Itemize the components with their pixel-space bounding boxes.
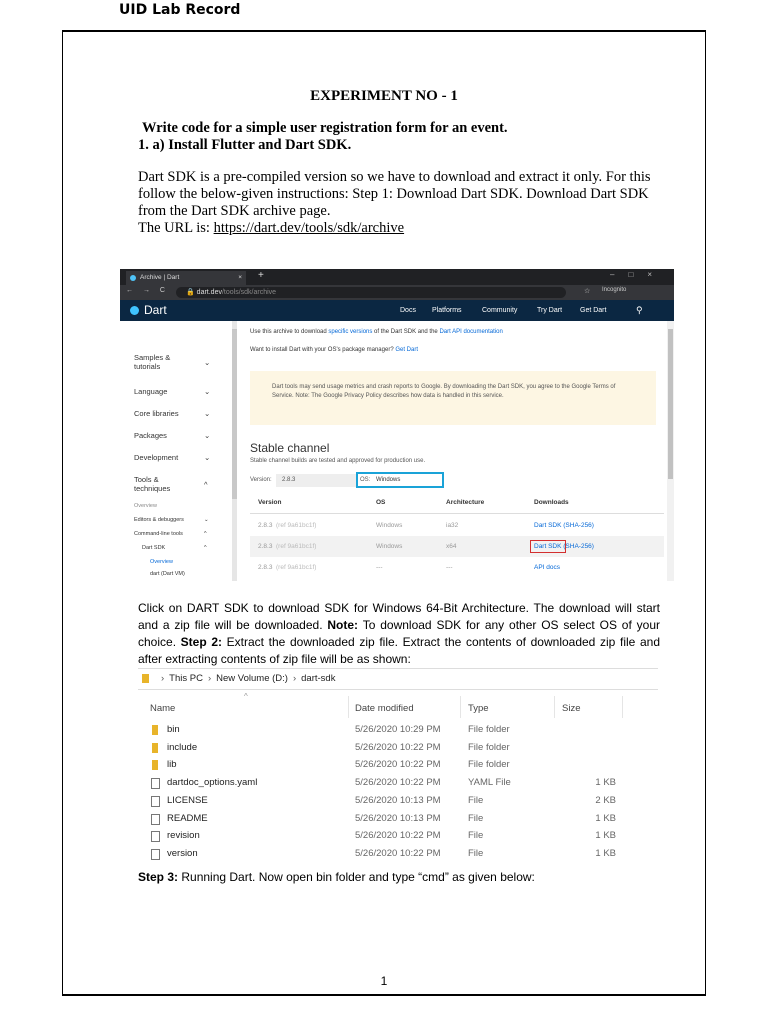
file-date: 5/26/2020 10:22 PM — [355, 830, 441, 842]
folder-icon — [152, 760, 158, 770]
intro-text: Want to install Dart with your OS's package manager? — [250, 347, 396, 353]
os-select-highlight[interactable] — [356, 472, 444, 488]
file-type: File — [468, 794, 484, 806]
table-row — [250, 536, 664, 557]
sidebar-sub-dart-vm[interactable] — [150, 571, 185, 577]
tab-bar — [120, 269, 674, 285]
file-size: 2 KB — [595, 794, 616, 806]
column-divider[interactable] — [622, 696, 623, 718]
column-divider[interactable] — [460, 696, 461, 718]
sidebar-label: Language — [134, 387, 168, 396]
chevron-down-icon: ⌄ — [204, 387, 211, 396]
file-type: File — [468, 812, 484, 824]
page-scroll-thumb[interactable] — [668, 329, 673, 479]
file-size: 1 KB — [595, 812, 616, 824]
menu-try-dart[interactable]: Try Dart — [537, 307, 563, 314]
para-text: Click on DART SDK to download SDK for Windows 64-Bit Architecture. The download will start and a zip file will be downloaded. — [138, 601, 660, 632]
dart-favicon-icon — [130, 275, 136, 281]
intro-line-2 — [250, 347, 660, 353]
sidebar-label: Packages — [134, 431, 167, 440]
col-downloads: Downloads — [534, 499, 569, 506]
file-icon — [151, 796, 160, 807]
file-name: dartdoc_options.yaml — [167, 777, 258, 789]
table-row — [250, 515, 664, 536]
sidebar-label: Samples & — [134, 353, 171, 362]
file-size: 1 KB — [595, 847, 616, 859]
menu-platforms[interactable]: Platforms — [432, 307, 462, 314]
sidebar-sub-editors[interactable] — [134, 517, 209, 523]
file-date: 5/26/2020 10:22 PM — [355, 777, 441, 789]
file-row[interactable] — [138, 847, 638, 864]
file-name: include — [167, 741, 198, 753]
api-docs-link[interactable]: Dart API documentation — [439, 329, 503, 335]
file-row[interactable] — [138, 776, 638, 793]
file-icon — [151, 778, 160, 789]
file-explorer-screenshot — [138, 668, 658, 868]
sidebar-item-tools[interactable] — [134, 475, 208, 493]
site-name: Dart — [144, 303, 167, 317]
intro-text: of the Dart SDK and the — [372, 329, 440, 335]
stable-channel-desc: Stable channel builds are tested and approved for production use. — [250, 458, 426, 464]
bookmark-star-icon[interactable]: ☆ — [584, 288, 591, 295]
sort-caret-icon: ^ — [244, 692, 248, 701]
sidebar-item-samples[interactable] — [134, 353, 211, 371]
file-date: 5/26/2020 10:29 PM — [355, 724, 441, 735]
experiment-title: EXPERIMENT NO - 1 — [310, 88, 458, 104]
sidebar-label: Tools & — [134, 475, 159, 484]
chevron-right-icon: › — [292, 673, 297, 684]
sidebar-label: dart (Dart VM) — [150, 571, 185, 577]
downloads-table-header — [250, 495, 664, 514]
chevron-right-icon: › — [207, 673, 212, 684]
row-os: Windows — [376, 543, 403, 550]
para-text: Extract the downloaded zip file. Extract the contents of downloaded zip file and after extracting contents of zip file will be as shown: — [138, 635, 660, 666]
column-divider[interactable] — [554, 696, 555, 718]
incognito-label: Incognito — [602, 287, 627, 293]
sidebar-label: Overview — [150, 559, 173, 565]
search-icon[interactable]: ⚲ — [636, 305, 643, 315]
version-row — [250, 477, 401, 483]
page-number: 1 — [380, 974, 388, 988]
step3-label: Step 3: — [138, 870, 179, 884]
file-type: File folder — [468, 759, 510, 771]
file-type: File folder — [468, 724, 510, 735]
column-size[interactable]: Size — [562, 703, 581, 714]
window-controls[interactable]: –□× — [610, 270, 666, 279]
file-name: revision — [167, 830, 200, 842]
dart-logo[interactable] — [130, 303, 167, 317]
notice-text: Dart tools may send usage metrics and crash reports to Google. By downloading the Dart SDK, you agree to the Google Terms of Service. Note: The Google Privacy Policy describes how data is handled in this service. — [272, 384, 616, 399]
browser-screenshot — [120, 269, 674, 581]
site-navbar — [120, 300, 674, 321]
menu-docs[interactable]: Docs — [400, 307, 416, 314]
url-path: /tools/sdk/archive — [221, 289, 277, 296]
file-type: File folder — [468, 741, 510, 753]
folder-icon — [142, 674, 149, 683]
intro-text: Dart SDK is a pre-compiled version so we have to download and extract it only. For this follow the below-given instructions: Step 1: Download Dart SDK. Download Dart SDK from the Dart SDK archive page. — [138, 169, 651, 219]
file-row[interactable] — [138, 829, 638, 846]
os-label: OS: — [360, 477, 371, 483]
column-type[interactable]: Type — [468, 703, 489, 714]
file-date: 5/26/2020 10:22 PM — [355, 741, 441, 753]
sidebar-sub-overview-active[interactable] — [150, 559, 173, 565]
sidebar-label: Dart SDK — [142, 545, 166, 551]
chevron-down-icon: ⌄ — [204, 409, 211, 418]
file-name: README — [167, 812, 208, 824]
sidebar-label: techniques — [134, 484, 171, 493]
row-version: 2.8.3 — [258, 522, 273, 529]
stable-channel-heading: Stable channel — [250, 441, 330, 455]
folder-icon — [152, 743, 158, 753]
browser-tab[interactable] — [126, 271, 246, 285]
row-version: 2.8.3 — [258, 543, 273, 550]
file-date: 5/26/2020 10:22 PM — [355, 759, 441, 771]
step2-label: Step 2: — [180, 635, 222, 649]
chevron-up-icon: ^ — [204, 531, 207, 537]
file-size: 1 KB — [595, 777, 616, 789]
get-dart-link[interactable]: Get Dart — [395, 347, 419, 353]
col-architecture: Architecture — [446, 499, 485, 506]
sidebar-item-packages[interactable] — [134, 431, 211, 440]
crumb-this-pc[interactable]: This PC — [169, 673, 203, 684]
specific-versions-link[interactable]: specific versions — [328, 329, 373, 335]
file-type: YAML File — [468, 777, 511, 789]
para-text: To download SDK for any other OS select OS of your choice. — [138, 618, 660, 649]
sidebar-item-language[interactable] — [134, 387, 211, 396]
url-prefix: The URL is: — [138, 220, 214, 236]
crumb-dart-sdk[interactable]: dart-sdk — [301, 673, 336, 684]
col-version: Version — [258, 499, 282, 506]
file-row[interactable] — [138, 812, 638, 829]
file-name: LICENSE — [167, 794, 208, 806]
sidebar-label: Core libraries — [134, 409, 179, 418]
file-type: File — [468, 847, 484, 859]
column-date[interactable]: Date modified — [355, 703, 414, 714]
address-input[interactable]: 🔒 dart.dev/tools/sdk/archive — [176, 287, 566, 298]
file-icon — [151, 831, 160, 842]
file-name: lib — [167, 759, 177, 771]
chevron-up-icon: ^ — [204, 480, 208, 489]
sidebar-label: Overview — [134, 503, 157, 509]
file-date: 5/26/2020 10:13 PM — [355, 812, 441, 824]
row-os: Windows — [376, 522, 403, 529]
breadcrumb — [138, 668, 658, 690]
crumb-volume[interactable]: New Volume (D:) — [216, 673, 288, 684]
chevron-down-icon: ⌄ — [204, 358, 211, 367]
file-icon — [151, 814, 160, 825]
note-label: Note: — [327, 618, 359, 632]
row-version: 2.8.3 — [258, 564, 273, 571]
sidebar-label: Editors & debuggers — [134, 517, 184, 523]
docs-sidebar — [120, 321, 232, 581]
close-tab-icon[interactable]: × — [238, 274, 242, 281]
sidebar-sub-dart-sdk[interactable] — [142, 545, 207, 551]
intro-text: Use this archive to download — [250, 329, 329, 335]
dart-logo-icon — [130, 306, 139, 315]
row-arch: x64 — [446, 543, 457, 550]
file-name: bin — [167, 724, 180, 735]
version-value[interactable]: 2.8.3 — [282, 477, 296, 483]
chevron-down-icon: ⌄ — [204, 431, 211, 440]
row-arch: --- — [446, 564, 453, 571]
sidebar-label: tutorials — [134, 362, 161, 371]
chevron-up-icon: ^ — [204, 545, 207, 551]
sidebar-sub-overview[interactable] — [134, 503, 157, 509]
column-divider[interactable] — [348, 696, 349, 718]
row-ref: (ref 9a61bc1f) — [276, 522, 317, 529]
address-bar-row — [120, 285, 674, 300]
step3-text: Running Dart. Now open bin folder and type “cmd” as given below: — [178, 870, 535, 884]
file-type: File — [468, 830, 484, 842]
row-arch: ia32 — [446, 522, 459, 529]
row-download-link[interactable]: API docs — [534, 564, 561, 571]
chevron-down-icon: ⌄ — [204, 453, 211, 462]
file-name: version — [167, 847, 198, 859]
new-tab-icon[interactable]: + — [258, 270, 264, 281]
column-name[interactable]: Name — [150, 703, 176, 714]
menu-community[interactable]: Community — [482, 307, 518, 314]
row-download-link[interactable]: Dart SDK (SHA-256) — [534, 522, 594, 529]
sidebar-item-development[interactable] — [134, 453, 211, 462]
row-ref: (ref 9a61bc1f) — [276, 564, 317, 571]
file-row[interactable] — [138, 723, 638, 740]
file-date: 5/26/2020 10:22 PM — [355, 847, 441, 859]
step3-line — [138, 870, 535, 884]
chevron-down-icon: ⌄ — [204, 517, 209, 523]
os-value[interactable]: Windows — [376, 477, 401, 483]
url-host: dart.dev — [196, 289, 222, 296]
download-instructions — [138, 600, 660, 668]
folder-icon — [152, 725, 158, 735]
row-download-link[interactable]: Dart SDK (SHA-256) — [534, 543, 594, 550]
sidebar-item-core-libraries[interactable] — [134, 409, 211, 418]
file-row[interactable] — [138, 741, 638, 758]
file-row[interactable] — [138, 794, 638, 811]
row-os: --- — [376, 564, 383, 571]
sidebar-scroll-thumb[interactable] — [232, 329, 237, 499]
intro-paragraph — [138, 169, 658, 237]
task-line: Write code for a simple user registration form for an event. — [142, 120, 508, 136]
dart-sdk-highlight — [530, 540, 566, 553]
file-size: 1 KB — [595, 830, 616, 842]
sidebar-label: Development — [134, 453, 179, 462]
usage-notice — [250, 371, 656, 425]
nav-buttons[interactable]: ← → C — [126, 287, 169, 294]
sidebar-sub-cli[interactable] — [134, 531, 207, 537]
sidebar-label: Command-line tools — [134, 531, 183, 537]
file-icon — [151, 849, 160, 860]
version-label: Version: — [250, 477, 272, 483]
subtask-line: 1. a) Install Flutter and Dart SDK. — [138, 137, 352, 153]
file-row[interactable] — [138, 758, 638, 775]
table-row — [250, 557, 664, 578]
chevron-right-icon: › — [161, 673, 165, 684]
record-header: UID Lab Record — [119, 2, 241, 18]
file-date: 5/26/2020 10:13 PM — [355, 794, 441, 806]
col-os: OS — [376, 499, 386, 506]
tab-title: Archive | Dart — [140, 274, 180, 281]
archive-link[interactable]: https://dart.dev/tools/sdk/archive — [213, 220, 405, 236]
menu-get-dart[interactable]: Get Dart — [580, 307, 607, 314]
intro-line-1 — [250, 329, 660, 335]
row-ref: (ref 9a61bc1f) — [276, 543, 317, 550]
